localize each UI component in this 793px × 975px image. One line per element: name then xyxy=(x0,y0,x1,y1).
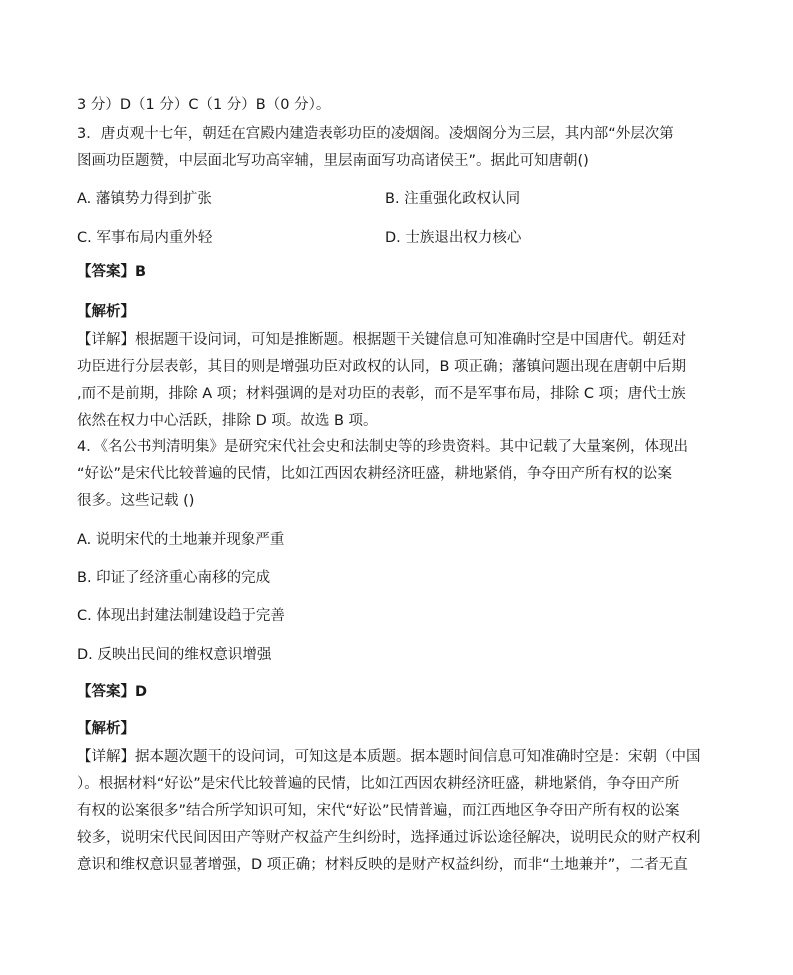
q4-detail-line: 有权的讼案很多”结合所学知识可知，宋代“好讼”民情普遍，而江西地区争夺田产所有权的讼案 xyxy=(77,803,680,819)
q3-option-c: C. 军事布局内重外轻 xyxy=(77,230,213,246)
q3-detail-line: ,而不是前期，排除 A 项；材料强调的是对功臣的表彰，而不是军事布局，排除 C 项；唐代士族 xyxy=(77,386,686,402)
question-3-stem-line: 图画功臣题赞，中层面北写功高宰辅，里层南面写功高诸侯王”。据此可知唐朝() xyxy=(77,153,589,169)
q4-option-b: B. 印证了经济重心南移的完成 xyxy=(77,570,271,586)
q3-detail-line: 依然在权力中心活跃，排除 D 项。故选 B 项。 xyxy=(77,413,378,429)
q4-option-a: A. 说明宋代的土地兼并现象严重 xyxy=(77,532,285,548)
q4-detail-line: 意识和维权意识显著增强，D 项正确；材料反映的是财产权益纠纷，而非“土地兼并”，二者无直 xyxy=(77,857,688,873)
q4-answer: 【答案】D xyxy=(77,684,148,700)
q4-detail-line: 【详解】据本题次题干的设问词，可知这是本质题。据本题时间信息可知准确时空是：宋朝（中国 xyxy=(77,749,701,765)
question-4-stem-line: “好讼”是宋代比较普遍的民情，比如江西因农耕经济旺盛，耕地紧俏，争夺田产所有权的讼案 xyxy=(77,466,673,482)
question-4-stem-line: 很多。这些记载 () xyxy=(77,493,195,509)
q4-option-c: C. 体现出封建法制建设趋于完善 xyxy=(77,608,285,624)
question-3-stem-line: 3．唐贞观十七年，朝廷在宫殿内建造表彰功臣的凌烟阁。凌烟阁分为三层，其内部“外层次第 xyxy=(77,126,674,142)
q3-detail-line: 【详解】根据题干设问词，可知是推断题。根据题干关键信息可知准确时空是中国唐代。朝廷对 xyxy=(77,332,686,348)
q3-option-a: A. 藩镇势力得到扩张 xyxy=(77,191,212,207)
q3-analysis-heading: 【解析】 xyxy=(77,304,135,320)
q3-detail-line: 功臣进行分层表彰，其目的则是增强功臣对政权的认同，B 项正确；藩镇问题出现在唐朝中后期 xyxy=(77,359,687,375)
q3-option-d: D. 士族退出权力核心 xyxy=(385,230,522,246)
question-4-stem-line: 4．《名公书判清明集》是研究宋代社会史和法制史等的珍贵资料。其中记载了大量案例，体现出 xyxy=(77,439,688,455)
text-line: 3 分）D（1 分）C（1 分）B（0 分）。 xyxy=(77,97,331,113)
q4-analysis-heading: 【解析】 xyxy=(77,721,135,737)
q3-option-b: B. 注重强化政权认同 xyxy=(385,191,521,207)
q3-answer: 【答案】B xyxy=(77,264,147,280)
q4-option-d: D. 反映出民间的维权意识增强 xyxy=(77,647,272,663)
q4-detail-line: ）。根据材料“好讼”是宋代比较普遍的民情，比如江西因农耕经济旺盛，耕地紧俏，争夺田产所 xyxy=(77,776,680,792)
q4-detail-line: 较多，说明宋代民间因田产等财产权益产生纠纷时，选择通过诉讼途径解决，说明民众的财产权利 xyxy=(77,830,701,846)
